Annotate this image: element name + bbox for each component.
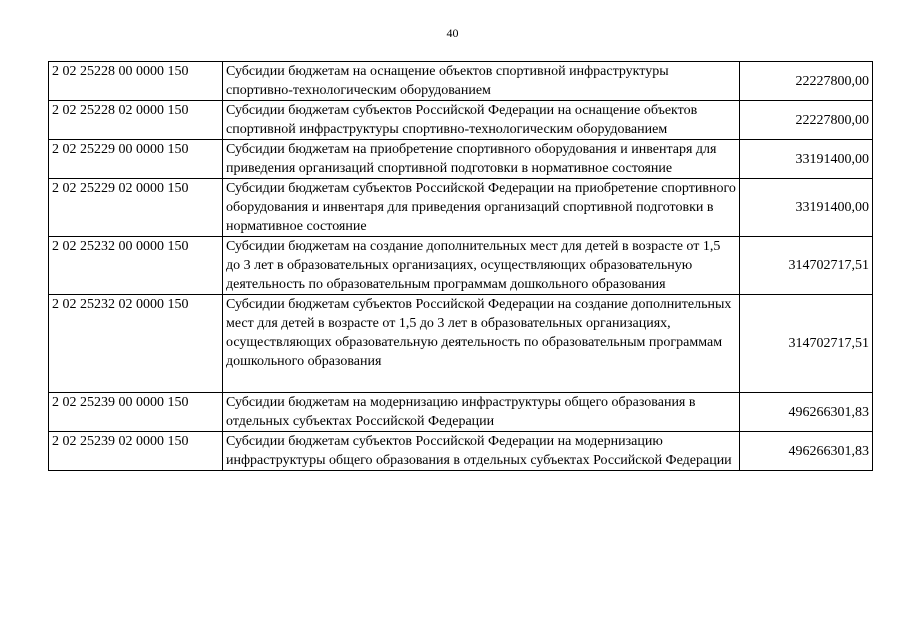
description-cell: Субсидии бюджетам субъектов Российской Федерации на приобретение спортивного оборудования и инвентаря для приведения организаций спортивной подготовки в нормативное состояние xyxy=(223,179,740,237)
description-cell: Субсидии бюджетам на создание дополнительных мест для детей в возрасте от 1,5 до 3 лет в образовательных организациях, осуществляющих образовательную деятельность по образовательным программам дошкольного образования xyxy=(223,237,740,295)
amount-cell: 22227800,00 xyxy=(740,62,873,101)
table-row xyxy=(49,295,873,393)
budget-code-cell: 2 02 25229 02 0000 150 xyxy=(49,179,223,237)
table-row xyxy=(49,432,873,471)
budget-code-cell: 2 02 25232 02 0000 150 xyxy=(49,295,223,393)
table-row xyxy=(49,237,873,295)
page-number: 40 xyxy=(446,26,459,40)
budget-code-cell: 2 02 25239 00 0000 150 xyxy=(49,393,223,432)
amount-cell: 496266301,83 xyxy=(740,432,873,471)
budget-code-cell: 2 02 25232 00 0000 150 xyxy=(49,237,223,295)
description-cell: Субсидии бюджетам на оснащение объектов спортивной инфраструктуры спортивно-технологическим оборудованием xyxy=(223,62,740,101)
description-cell: Субсидии бюджетам субъектов Российской Федерации на модернизацию инфраструктуры общего образования в отдельных субъектах Российской Федерации xyxy=(223,432,740,471)
amount-cell: 33191400,00 xyxy=(740,179,873,237)
description-cell: Субсидии бюджетам на приобретение спортивного оборудования и инвентаря для приведения организаций спортивной подготовки в нормативное состояние xyxy=(223,140,740,179)
table-row xyxy=(49,393,873,432)
amount-cell: 496266301,83 xyxy=(740,393,873,432)
amount-cell: 314702717,51 xyxy=(740,295,873,393)
budget-code-cell: 2 02 25228 02 0000 150 xyxy=(49,101,223,140)
table-row xyxy=(49,62,873,101)
amount-cell: 22227800,00 xyxy=(740,101,873,140)
amount-cell: 314702717,51 xyxy=(740,237,873,295)
description-cell: Субсидии бюджетам на модернизацию инфраструктуры общего образования в отдельных субъектах Российской Федерации xyxy=(223,393,740,432)
budget-code-cell: 2 02 25229 00 0000 150 xyxy=(49,140,223,179)
description-cell: Субсидии бюджетам субъектов Российской Федерации на оснащение объектов спортивной инфраструктуры спортивно-технологическим оборудованием xyxy=(223,101,740,140)
budget-code-cell: 2 02 25239 02 0000 150 xyxy=(49,432,223,471)
table-row xyxy=(49,179,873,237)
table-row xyxy=(49,101,873,140)
amount-cell: 33191400,00 xyxy=(740,140,873,179)
budget-table xyxy=(48,61,873,471)
budget-code-cell: 2 02 25228 00 0000 150 xyxy=(49,62,223,101)
description-cell: Субсидии бюджетам субъектов Российской Федерации на создание дополнительных мест для детей в возрасте от 1,5 до 3 лет в образовательных организациях, осуществляющих образовательную деятельность по образовательным программам дошкольного образования xyxy=(223,295,740,393)
table-row xyxy=(49,140,873,179)
